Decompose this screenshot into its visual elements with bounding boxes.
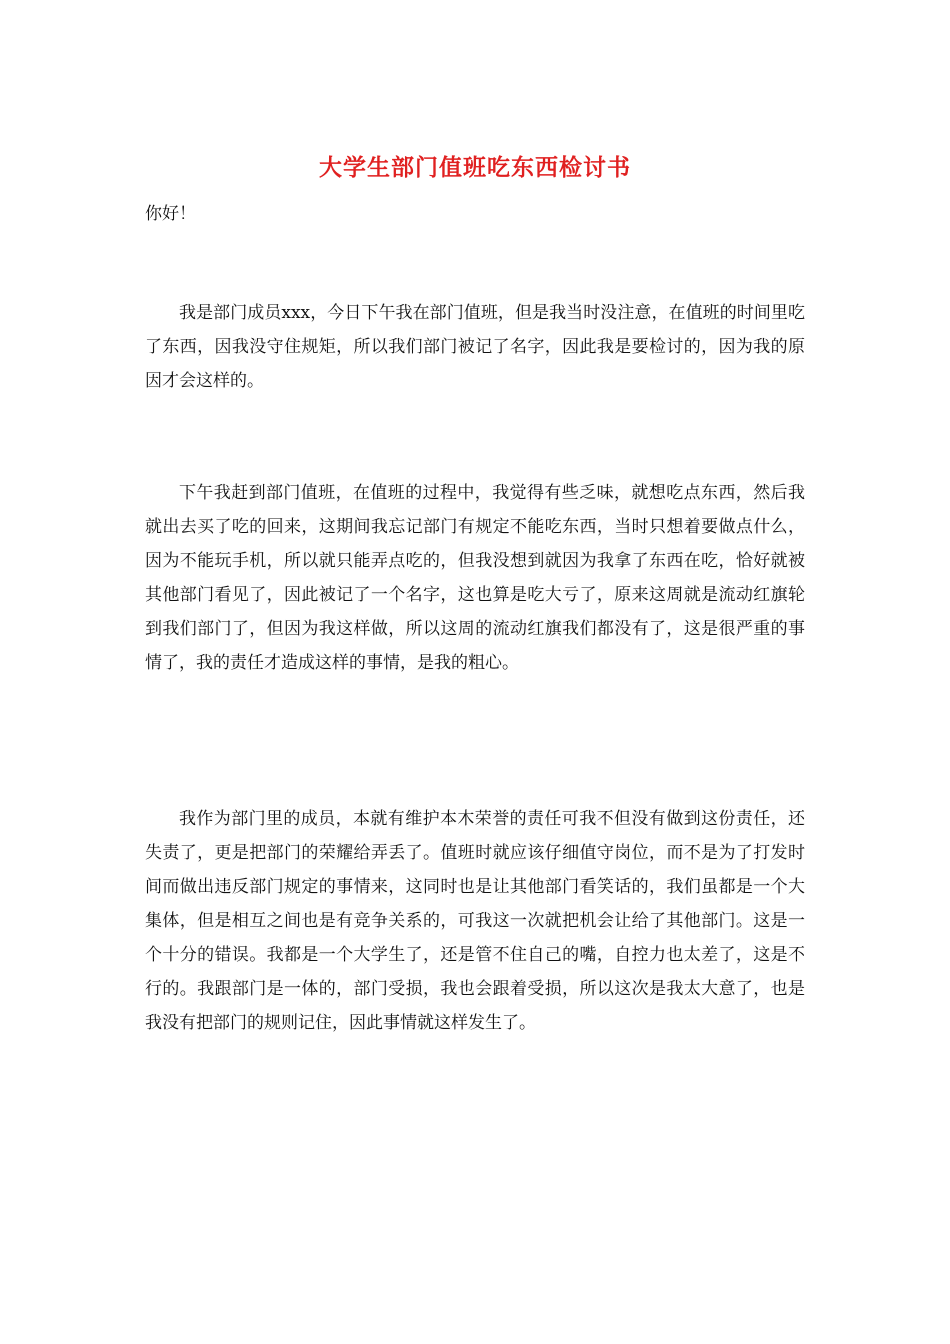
body-paragraph-3: 我作为部门里的成员，本就有维护本木荣誉的责任可我不但没有做到这份责任，还失责了，更是把部门的荣耀给弄丢了。值班时就应该仔细值守岗位，而不是为了打发时间而做出违反部门规定的事情来，这同时也是让其他部门看笑话的，我们虽都是一个大集体，但是相互之间也是有竞争关系的，可我这一次就把机会让给了其他部门。这是一个十分的错误。我都是一个大学生了，还是管不住自己的嘴，自控力也太差了，这是不行的。我跟部门是一体的，部门受损，我也会跟着受损，所以这次是我太大意了，也是我没有把部门的规则记住，因此事情就这样发生了。 xyxy=(145,809,805,1033)
greeting-text: 你好！ xyxy=(145,204,196,224)
body-paragraph-1: 我是部门成员xxx，今日下午我在部门值班，但是我当时没注意，在值班的时间里吃了东西，因我没守住规矩，所以我们部门被记了名字，因此我是要检讨的，因为我的原因才会这样的。 xyxy=(145,303,805,391)
body-paragraph-2: 下午我赶到部门值班，在值班的过程中，我觉得有些乏味，就想吃点东西，然后我就出去买了吃的回来，这期间我忘记部门有规定不能吃东西，当时只想着要做点什么，因为不能玩手机，所以就只能弄点吃的，但我没想到就因为我拿了东西在吃，恰好就被其他部门看见了，因此被记了一个名字，这也算是吃大亏了，原来这周就是流动红旗轮到我们部门了，但因为我这样做，所以这周的流动红旗我们都没有了，这是很严重的事情了，我的责任才造成这样的事情，是我的粗心。 xyxy=(145,483,805,673)
document-title: 大学生部门值班吃东西检讨书 xyxy=(319,154,631,181)
